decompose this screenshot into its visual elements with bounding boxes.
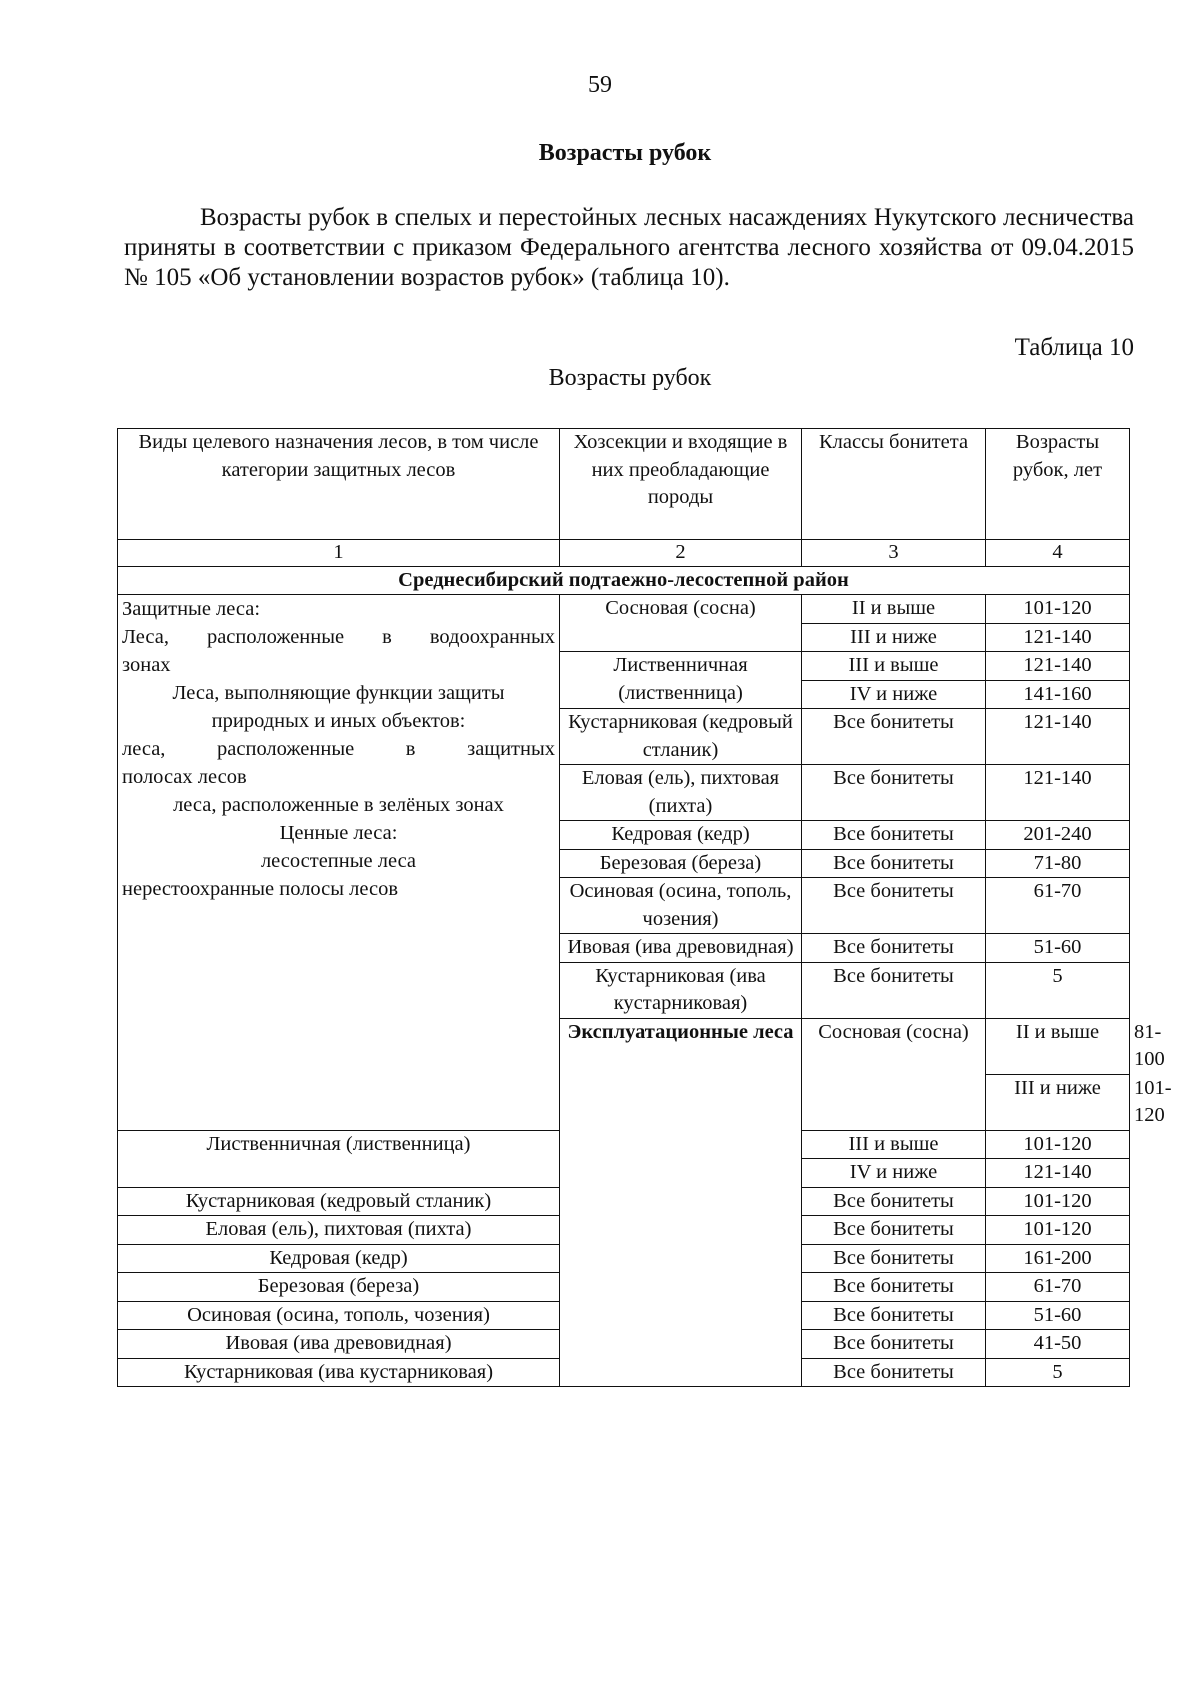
site-class-cell: Все бонитеты (802, 1216, 986, 1245)
site-class-cell: Все бонитеты (802, 1330, 986, 1359)
cutting-age-cell: 51-60 (986, 1301, 1130, 1330)
site-class-cell: Все бонитеты (802, 709, 986, 765)
economic-section-cell: Кустарниковая (ива кустарниковая) (560, 962, 802, 1018)
page-number: 59 (588, 72, 612, 98)
cutting-age-table (117, 428, 1172, 1387)
cutting-age-cell: 101-120 (986, 1216, 1130, 1245)
cutting-age-cell: 201-240 (986, 821, 1130, 850)
economic-section-cell: Кустарниковая (кедровый стланик) (560, 709, 802, 765)
table-row: III и ниже 101-120 (118, 1074, 1130, 1130)
protective-line: природных и иных объектов: (211, 710, 466, 732)
protective-line: Защитные леса: (122, 598, 261, 620)
economic-section-cell: Сосновая (сосна) (802, 1018, 986, 1130)
economic-section-cell: Сосновая (сосна) (560, 595, 802, 652)
protective-line: Ценные леса: (279, 822, 398, 844)
protective-line: Леса, выполняющие функции защиты (172, 682, 505, 704)
header-site-class: Классы бонитета (802, 429, 986, 540)
protective-line: зонах (122, 654, 171, 676)
economic-section-cell: Березовая (береза) (560, 849, 802, 878)
site-class-cell: Все бонитеты (802, 878, 986, 934)
cutting-age-cell: 101-120 (986, 1130, 1130, 1159)
economic-section-cell: Кустарниковая (ива кустарниковая) (118, 1358, 560, 1387)
cutting-age-cell: 71-80 (986, 849, 1130, 878)
column-number: 3 (802, 540, 986, 567)
economic-section-cell: Осиновая (осина, тополь, чозения) (118, 1301, 560, 1330)
table-row (118, 595, 1130, 624)
economic-section-cell: Лиственничная (лиственница) (560, 652, 802, 709)
site-class-cell: Все бонитеты (802, 962, 986, 1018)
cutting-age-cell: 121-140 (986, 623, 1130, 652)
economic-section-cell: Березовая (береза) (118, 1273, 560, 1302)
cutting-age-cell: 5 (986, 962, 1130, 1018)
cutting-age-cell: 51-60 (986, 934, 1130, 963)
cutting-age-cell: 61-70 (986, 1273, 1130, 1302)
protective-line: лесостепные леса (260, 850, 417, 872)
section-title: Возрасты рубок (538, 140, 712, 166)
protective-line: леса, расположенные в зелёных зонах (173, 794, 504, 816)
exploitation-forests-cell: Эксплуатационные леса (560, 1018, 802, 1387)
site-class-cell: Все бонитеты (802, 1358, 986, 1387)
region-name: Среднесибирский подтаежно-лесостепной район (118, 567, 1130, 595)
column-number: 1 (118, 540, 560, 567)
site-class-cell: Все бонитеты (802, 821, 986, 850)
economic-section-cell: Еловая (ель), пихтовая (пихта) (560, 765, 802, 821)
cutting-age-cell: 61-70 (986, 878, 1130, 934)
cutting-age-cell: 5 (986, 1358, 1130, 1387)
cutting-age-cell: 121-140 (986, 1159, 1130, 1188)
table-header-row (118, 429, 1130, 540)
site-class-cell: IV и ниже (802, 680, 986, 709)
site-class-cell: Все бонитеты (802, 1244, 986, 1273)
cutting-age-cell: 121-140 (986, 652, 1130, 681)
economic-section-cell: Еловая (ель), пихтовая (пихта) (118, 1216, 560, 1245)
site-class-cell: IV и ниже (802, 1159, 986, 1188)
site-class-cell: Все бонитеты (802, 849, 986, 878)
site-class-cell: Все бонитеты (802, 765, 986, 821)
column-number-row (118, 540, 1130, 567)
cutting-age-cell: 41-50 (986, 1330, 1130, 1359)
table-row: Эксплуатационные леса Сосновая (сосна) II и выше 81-100 (118, 1018, 1130, 1074)
protective-forests-cell (118, 595, 560, 1131)
header-economic-section: Хозсекции и входящие в них преобладающие породы (560, 429, 802, 540)
region-row (118, 567, 1130, 595)
table-title: Возрасты рубок (548, 365, 712, 391)
protective-line: Леса, расположенные в водоохранных (122, 626, 555, 648)
column-number: 2 (560, 540, 802, 567)
intro-paragraph: Возрасты рубок в спелых и перестойных лесных насаждениях Нукутского лесничества приняты в соответствии с приказом Федерального агентства лесного хозяйства от 09.04.2015 № 105 «Об установлении возрастов рубок» (таблица 10). (124, 204, 1134, 291)
site-class-cell: Все бонитеты (802, 1187, 986, 1216)
protective-line: полосах лесов (122, 766, 247, 788)
economic-section-cell: Кустарниковая (кедровый стланик) (118, 1187, 560, 1216)
site-class-cell: III и выше (802, 652, 986, 681)
economic-section-cell: Ивовая (ива древовидная) (118, 1330, 560, 1359)
site-class-cell: II и выше (986, 1018, 1130, 1074)
site-class-cell: III и ниже (802, 623, 986, 652)
site-class-cell: Все бонитеты (802, 1301, 986, 1330)
economic-section-cell: Кедровая (кедр) (118, 1244, 560, 1273)
protective-line: нерестоохранные полосы лесов (122, 878, 399, 900)
site-class-cell: Все бонитеты (802, 1273, 986, 1302)
cutting-age-cell: 121-140 (986, 765, 1130, 821)
economic-section-cell: Осиновая (осина, тополь, чозения) (560, 878, 802, 934)
cutting-age-cell: 121-140 (986, 709, 1130, 765)
economic-section-cell: Кедровая (кедр) (560, 821, 802, 850)
header-cutting-age: Возрасты рубок, лет (986, 429, 1130, 540)
site-class-cell: III и ниже (986, 1074, 1130, 1130)
cutting-age-cell: 101-120 (986, 595, 1130, 624)
protective-line: леса, расположенные в защитных (122, 738, 555, 760)
column-number: 4 (986, 540, 1130, 567)
header-forest-purpose: Виды целевого назначения лесов, в том числе категории защитных лесов (118, 429, 560, 540)
cutting-age-cell: 141-160 (986, 680, 1130, 709)
site-class-cell: III и выше (802, 1130, 986, 1159)
table-number: Таблица 10 (1014, 334, 1134, 361)
economic-section-cell: Лиственничная (лиственница) (118, 1130, 560, 1187)
site-class-cell: Все бонитеты (802, 934, 986, 963)
economic-section-cell: Ивовая (ива древовидная) (560, 934, 802, 963)
cutting-age-cell: 161-200 (986, 1244, 1130, 1273)
site-class-cell: II и выше (802, 595, 986, 624)
cutting-age-cell: 101-120 (986, 1187, 1130, 1216)
